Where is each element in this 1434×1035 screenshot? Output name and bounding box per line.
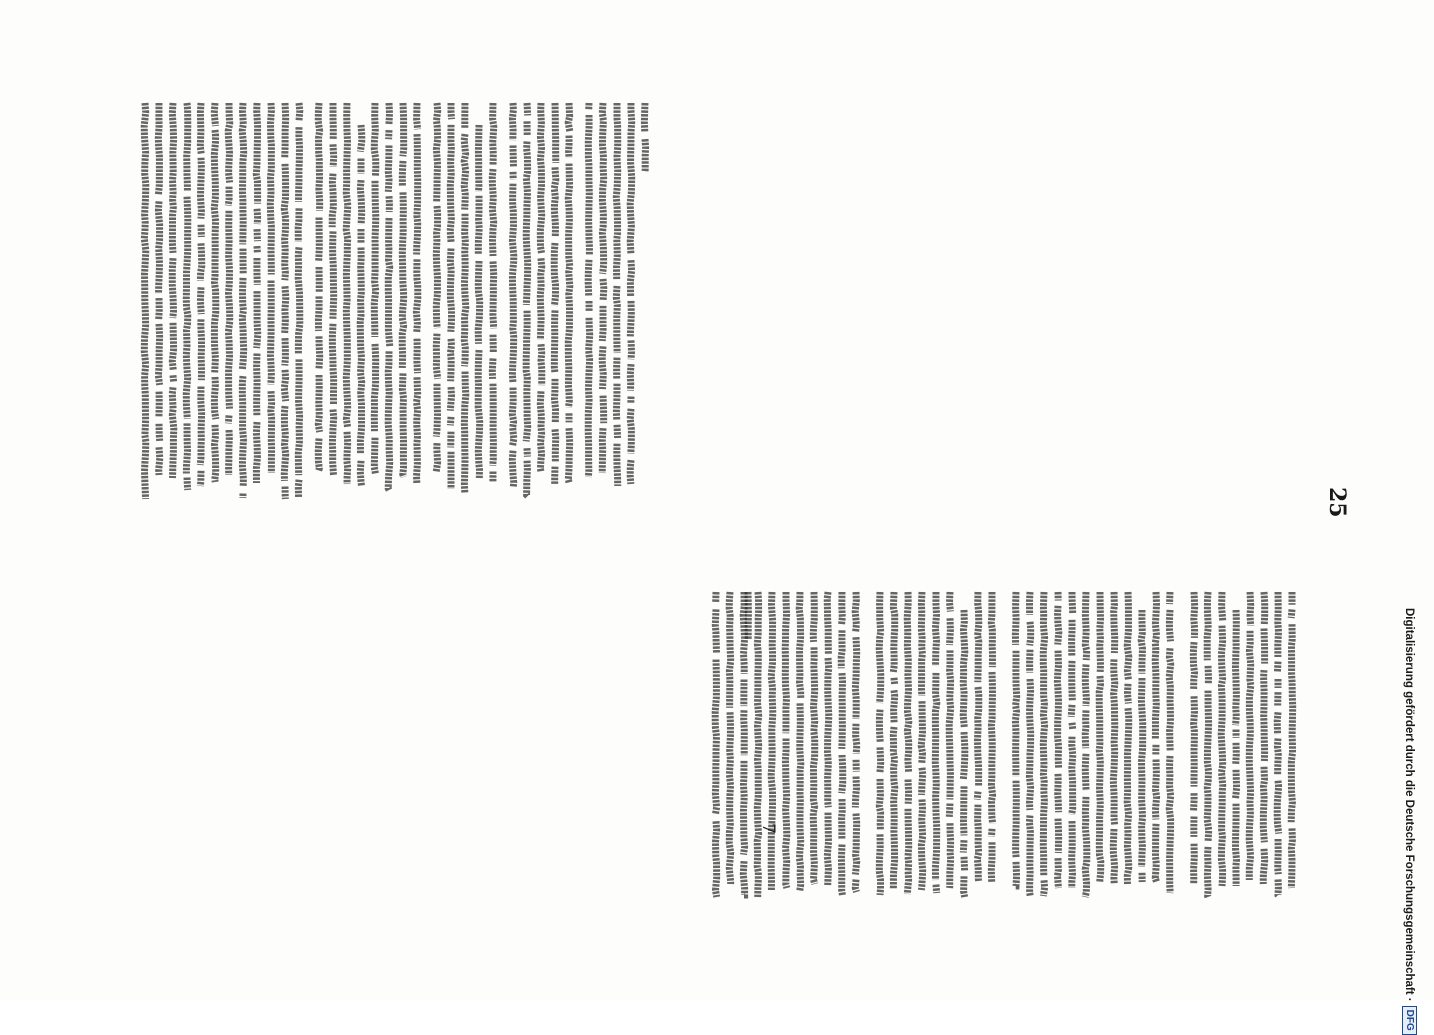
left-column-line xyxy=(228,103,230,475)
right-column-line xyxy=(1263,592,1265,884)
left-column-line xyxy=(554,103,556,485)
dfg-logo-icon: DFG xyxy=(1402,1006,1417,1035)
left-column-line xyxy=(214,103,216,482)
right-column-line xyxy=(1277,592,1279,895)
right-column-line xyxy=(743,592,744,895)
right-column-line xyxy=(977,592,979,881)
left-column-line xyxy=(588,103,590,477)
left-column-line xyxy=(158,103,160,475)
right-column-line xyxy=(1127,592,1129,884)
left-column-line xyxy=(526,103,528,496)
left-column-line xyxy=(388,103,390,490)
left-column-line xyxy=(298,103,300,498)
right-column-line xyxy=(841,592,843,895)
signature-mark: 7 xyxy=(758,823,778,834)
right-column-line xyxy=(1057,592,1058,888)
right-column-line xyxy=(907,592,909,894)
right-column-line xyxy=(921,592,923,890)
right-column-line xyxy=(1113,592,1115,884)
right-column-line xyxy=(827,592,829,885)
left-column-line xyxy=(512,103,514,487)
right-column-line xyxy=(729,592,731,884)
right-column-line xyxy=(1249,592,1251,880)
left-column-line xyxy=(332,103,334,475)
left-column-line xyxy=(402,103,404,477)
left-column-line xyxy=(284,103,286,499)
left-column-line xyxy=(186,103,188,490)
right-column-line xyxy=(771,592,773,890)
left-column-line xyxy=(416,103,417,484)
right-column-line xyxy=(715,592,717,897)
right-column-line xyxy=(935,592,937,893)
left-column-line xyxy=(144,103,146,499)
right-column-line xyxy=(1291,592,1293,888)
left-column-line xyxy=(478,125,480,478)
right-column-line xyxy=(1236,610,1237,886)
left-column-line xyxy=(436,103,438,472)
right-column-line xyxy=(1099,592,1101,882)
right-column-line xyxy=(799,592,801,891)
right-column-line xyxy=(1221,592,1223,886)
left-column-line xyxy=(630,103,632,484)
left-column-line xyxy=(492,103,494,482)
right-column-line xyxy=(1085,592,1087,897)
right-column-line xyxy=(879,592,881,895)
left-column-line xyxy=(200,103,202,486)
left-column-line xyxy=(540,103,542,472)
left-column-line xyxy=(464,103,466,493)
right-column-line xyxy=(1071,592,1073,888)
left-column-line xyxy=(270,103,271,473)
right-column-line xyxy=(893,592,895,889)
left-column-line xyxy=(360,125,362,486)
right-column-line xyxy=(1043,592,1044,896)
left-column-line xyxy=(256,103,258,483)
right-column-line xyxy=(963,610,965,897)
right-column-line xyxy=(1207,592,1209,897)
right-column-line xyxy=(1141,610,1143,882)
right-column-line xyxy=(1015,592,1016,886)
left-column-line xyxy=(450,103,451,489)
right-column-line xyxy=(949,592,951,888)
left-column-line xyxy=(172,103,174,478)
right-column-line xyxy=(991,592,992,883)
right-column-line xyxy=(855,592,857,892)
right-column-line xyxy=(785,592,787,888)
left-column-line xyxy=(374,103,376,474)
right-column-line xyxy=(757,592,759,897)
page-number: 25 xyxy=(1324,487,1350,518)
right-column-line xyxy=(813,592,815,884)
right-column-line xyxy=(1155,592,1156,882)
right-column-line xyxy=(1029,592,1030,896)
left-column-line xyxy=(644,103,645,172)
left-column-line xyxy=(616,103,617,486)
right-column-line xyxy=(1169,592,1171,893)
right-column-line xyxy=(1193,592,1194,884)
left-column-line xyxy=(318,103,320,471)
digitization-footer xyxy=(1402,608,1417,1035)
footer-text: Digitalisierung gefördert durch die Deutsche Forschungsgemeinschaft · xyxy=(1404,608,1416,1002)
left-column-line xyxy=(346,103,348,484)
left-column-line xyxy=(568,103,570,483)
left-column-line xyxy=(242,103,244,498)
left-column-line xyxy=(602,103,604,473)
